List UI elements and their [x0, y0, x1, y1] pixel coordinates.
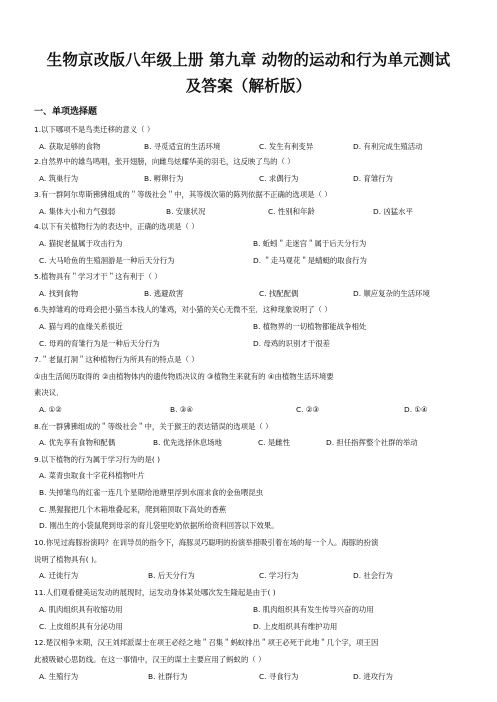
question-3-option-b: B. 安康状况 — [166, 207, 206, 216]
question-2-stem: 2.自然界中的雄鸟鸣唱，张开翅膀，向雌鸟炫耀华美的羽毛，这反映了鸟的（ ） — [34, 157, 295, 166]
question-7-option-a: A. ①② — [39, 405, 62, 414]
question-3-option-a: A. 集体大小和力气强弱 — [39, 207, 116, 216]
question-4-stem: 4.以下有关植物行为的表达中，正确的选项是（ ） — [34, 222, 199, 231]
question-11-option-a: A. 肌肉组织具有收缩功用 — [39, 605, 123, 614]
question-6-option-a: A. 猫与鸡的血缘关系很近 — [39, 322, 123, 331]
question-12-option-c: C. 寻食行为 — [259, 672, 299, 681]
question-5-option-d: D. 顺应复杂的生活环境 — [353, 289, 430, 298]
question-5-option-a: A. 找到食物 — [39, 289, 79, 298]
question-8-option-d: D. 担任指挥整个社群的举动 — [326, 438, 418, 447]
question-7-stem: 7.＂老鼠打洞＂这种植物行为所具有的特点是（ ） — [34, 355, 199, 364]
question-12-stem-cont: 此被吸破心思防线。在这一事情中，汉王的谋士主要应用了蚂蚁的（ ） — [34, 655, 266, 664]
question-5-stem: 5.植物具有＂学习才干＂这有利于（ ） — [34, 272, 162, 281]
question-8-option-a: A. 优先享有食物和配偶 — [39, 438, 116, 447]
question-1-option-c: C. 发生有利变异 — [259, 142, 314, 151]
question-11-option-c: C. 上皮组织具有分泌功用 — [39, 622, 123, 631]
question-10-option-b: B. 后天分行为 — [148, 571, 195, 580]
question-6-stem: 6.失掉雏鸡的母鸡会把小猫当本钱人的雏鸡，对小猫的关心无微不至．这种现象说明了（ ） — [34, 305, 332, 314]
question-9-option-b: B. 失掉雏鸟的红雀一连几个星期给池塘里浮到水面求食的金鱼喂昆虫 — [39, 488, 264, 497]
question-11-option-d: D. 上皮组织具有维护功用 — [253, 622, 338, 631]
question-7-statements: ①由生活阅历取得的 ②由植物体内的遗传物质决议的 ③植物生来就有的 ④由植物生活环境要 — [34, 372, 334, 381]
question-1-option-d: D. 有利完成生殖活动 — [353, 142, 423, 151]
question-4-option-a: A. 猫捉老鼠属于攻击行为 — [39, 239, 123, 248]
question-2-option-a: A. 筑巢行为 — [39, 174, 79, 183]
question-1-option-a: A. 获取足够的食物 — [39, 142, 101, 151]
question-9-stem: 9.以下植物的行为属于学习行为的是( ) — [34, 455, 161, 464]
question-10-option-d: D. 社会行为 — [353, 571, 393, 580]
question-7-option-b: B. ③④ — [170, 405, 194, 414]
question-2-option-d: D. 育雏行为 — [353, 174, 393, 183]
question-4-option-c: C. 大马哈鱼的生殖洄游是一种后天分行为 — [39, 256, 175, 265]
question-5-option-b: B. 逃避敌害 — [144, 289, 184, 298]
question-12-option-a: A. 生殖行为 — [39, 672, 79, 681]
question-4-option-d: D. ＂走马观花＂是蜻蜓的取食行为 — [253, 256, 367, 265]
question-6-option-c: C. 母鸡的育雏行为是一种后天分行为 — [39, 339, 160, 348]
question-6-option-b: B. 植物界的一切植物都能战争相处 — [253, 322, 367, 331]
question-8-stem: 8.在一群狒狒组成的＂等级社会＂中，关于猴王的表达错误的选项是（ ） — [34, 422, 273, 431]
question-12-option-b: B. 社群行为 — [148, 672, 188, 681]
question-3-stem: 3.有一群阿尔卑斯狒狒组成的＂等级社会＂中，其等级次第的陈列依据不正确的选项是（ ） — [34, 190, 332, 199]
question-1-stem: 1.以下哪项不是鸟类迁移的意义（ ） — [34, 125, 155, 134]
question-6-option-d: D. 母鸡的识别才干很差 — [253, 339, 330, 348]
question-4-option-b: B. 蚯蚓＂走迷宫＂属于后天分行为 — [253, 239, 367, 248]
question-10-stem: 10.你见过海豚扮演吗？在训导员的指令下，海豚灵巧聪明的扮演举措吸引着在场的每一个人。海豚的扮演 — [34, 538, 379, 547]
question-5-option-c: C. 找配配偶 — [259, 289, 299, 298]
question-1-option-b: B. 寻觅适宜的生活环境 — [144, 142, 221, 151]
question-9-option-d: D. 刚出生的小袋鼠爬到母亲的育儿袋里吃奶依据所给资料回答以下效果。 — [39, 521, 279, 530]
document-title-line1: 生物京改版八年级上册 第九章 动物的运动和行为单元测试 — [46, 51, 451, 69]
document-title-line2: 及答案（解析版） — [185, 77, 312, 95]
question-12-stem: 12.楚汉相争末期，汉王刘邦派谋士在项王必经之地＂召集＂蚂蚁排出＂项王必死于此地＂几个字，项王因 — [34, 638, 379, 647]
question-10-stem-cont: 说明了植物具有( )。 — [34, 555, 102, 564]
question-9-option-c: C. 黑猩猩把几个木箱堆叠起来，爬到箱顶取下高处的香蕉 — [39, 505, 227, 514]
question-2-option-c: C. 求偶行为 — [259, 174, 299, 183]
question-10-option-a: A. 迁徙行为 — [39, 571, 79, 580]
question-10-option-c: C. 学习行为 — [259, 571, 299, 580]
question-3-option-d: D. 凶猛水平 — [373, 207, 413, 216]
question-3-option-c: C. 性别和年龄 — [268, 207, 315, 216]
question-11-stem: 11.人们观看健美运发动的展现时，运发动身体某处哪次发生隆起是由于( ) — [34, 588, 276, 597]
question-9-option-a: A. 菜青虫取食十字花科植物叶片 — [39, 471, 145, 480]
question-2-option-b: B. 孵卵行为 — [144, 174, 184, 183]
question-11-option-b: B. 肌肉组织具有发生传导兴奋的功用 — [253, 605, 374, 614]
question-7-option-c: C. ②③ — [296, 405, 320, 414]
section-heading: 一、单项选择题 — [34, 107, 98, 117]
question-7-statements-cont: 素决议． — [34, 388, 64, 397]
question-8-option-c: C. 是雌性 — [258, 438, 291, 447]
question-8-option-b: B. 优先选择休息场地 — [153, 438, 222, 447]
question-7-option-d: D. ①④ — [404, 405, 428, 414]
question-12-option-d: D. 进攻行为 — [353, 672, 393, 681]
